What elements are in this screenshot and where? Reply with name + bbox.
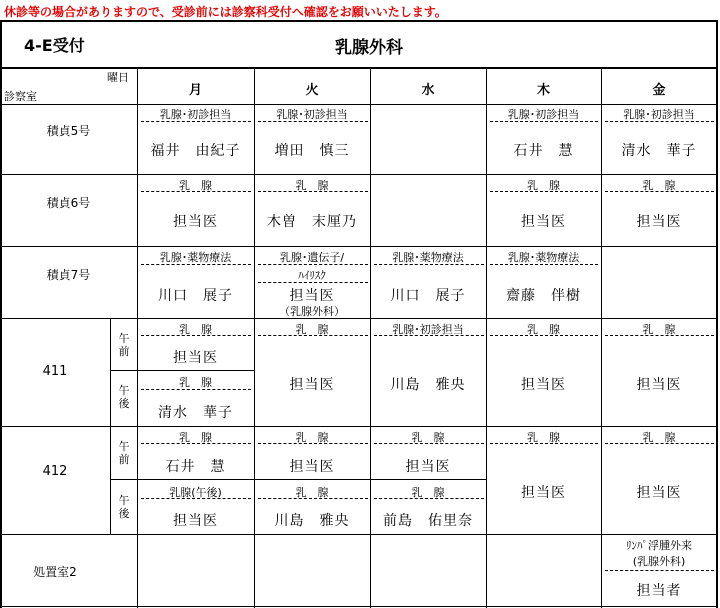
ampm-divider xyxy=(110,318,111,534)
cell-name: 石井 慧 xyxy=(513,143,574,159)
cell-name: 木曽 末厘乃 xyxy=(267,214,357,230)
cell-name: 担当医 xyxy=(289,377,335,393)
cell-sub: 乳 腺 xyxy=(411,431,445,444)
table-border-left xyxy=(0,22,2,608)
cell-name: 川島 雅央 xyxy=(390,377,466,393)
cell-sub: 乳 腺 xyxy=(527,431,560,444)
cell-sub: 乳 腺 xyxy=(295,486,329,499)
ampm-split xyxy=(110,479,486,480)
cell-name: 増田 慎三 xyxy=(274,143,350,159)
cell-name: 担当医 xyxy=(173,513,218,529)
cell-sub: 乳腺･初診担当 xyxy=(623,108,695,121)
am-label: 午 前 xyxy=(118,332,130,358)
cell-name: 担当医 xyxy=(289,288,335,304)
cell-name: 清水 華子 xyxy=(158,405,233,421)
dashed-line xyxy=(605,570,714,571)
cell-sub: 乳 腺 xyxy=(295,179,329,192)
row-divider xyxy=(0,534,718,535)
cell-name: 川口 展子 xyxy=(390,288,466,304)
cell-sub: 乳腺･初診担当 xyxy=(276,108,348,121)
cell-name: 川口 展子 xyxy=(158,288,233,304)
room-name: 積貞6号 xyxy=(46,196,91,210)
cell-name: 担当医 xyxy=(636,377,682,393)
cell-sub: 乳 腺 xyxy=(295,431,329,444)
room-name: 411 xyxy=(42,364,68,379)
cell-sub: 乳 腺 xyxy=(642,323,676,336)
cell-sub: 乳 腺 xyxy=(642,179,676,192)
pm-label: 午 後 xyxy=(118,384,130,410)
table-border-bottom xyxy=(0,606,718,607)
cell-name: 担当医 xyxy=(173,350,218,366)
cell-sub: 乳腺･薬物療法 xyxy=(159,251,232,264)
cell-sub: ﾊｲﾘｽｸ xyxy=(298,269,326,282)
cell-name: 担当医 xyxy=(521,377,566,393)
room-name: 412 xyxy=(42,464,68,479)
cell-sub: 乳 腺 xyxy=(642,431,676,444)
cell-name: 担当医 xyxy=(173,214,218,230)
reception-label: 4-E受付 xyxy=(24,36,85,55)
cell-sub: 乳 腺 xyxy=(411,486,445,499)
schedule-table xyxy=(0,20,718,606)
cell-name: 担当医 xyxy=(521,485,566,501)
cell-sub: 乳 腺 xyxy=(527,323,560,336)
cell-sub: 乳腺(午後) xyxy=(169,486,222,499)
cell-sub: 乳 腺 xyxy=(179,431,212,444)
cell-sub: 乳 腺 xyxy=(179,179,212,192)
day-fri: 金 xyxy=(652,83,666,98)
cell-name: 石井 慧 xyxy=(165,459,226,475)
cell-sub: 乳腺･遺伝子/ xyxy=(279,251,345,264)
cell-name: 福井 由紀子 xyxy=(150,143,241,159)
room-name: 積貞7号 xyxy=(46,268,91,282)
cell-name: 担当者 xyxy=(636,583,682,599)
cell-sub: 乳腺･薬物療法 xyxy=(507,251,580,264)
day-tue: 火 xyxy=(305,83,319,98)
cell-name: 担当医 xyxy=(521,214,566,230)
cell-sub: 乳 腺 xyxy=(179,323,212,336)
cell-name: 担当医 xyxy=(636,485,682,501)
cell-name: 担当医 xyxy=(405,459,451,475)
cell-sub: 乳腺･薬物療法 xyxy=(392,251,464,264)
ampm-split xyxy=(110,370,254,371)
cell-sub: 乳 腺 xyxy=(179,376,212,389)
room-label: 診察室 xyxy=(4,90,37,103)
department-title: 乳腺外科 xyxy=(335,38,403,58)
cell-sub: 乳腺･初診担当 xyxy=(159,108,232,121)
cell-name: 川島 雅央 xyxy=(274,513,350,529)
row-divider xyxy=(0,174,718,175)
pm-label: 午 後 xyxy=(118,494,130,520)
day-mon: 月 xyxy=(188,83,202,98)
cell-name: 齋藤 伴樹 xyxy=(506,288,581,304)
cell-sub: 乳 腺 xyxy=(527,179,560,192)
row-divider xyxy=(0,104,718,105)
cell-sub: ﾘﾝﾊﾟ浮腫外来 xyxy=(626,539,692,552)
room-name: 積貞5号 xyxy=(46,124,91,138)
cell-name: 前島 佑里奈 xyxy=(383,513,473,529)
cell-note: （乳腺外科） xyxy=(279,305,345,318)
row-divider xyxy=(0,246,718,247)
am-label: 午 前 xyxy=(118,440,130,466)
room-name: 処置室2 xyxy=(33,565,77,579)
row-divider xyxy=(0,426,718,427)
cell-name: 担当医 xyxy=(289,459,335,475)
day-wed: 水 xyxy=(421,83,435,98)
cell-sub: 乳腺･初診担当 xyxy=(392,323,464,336)
cell-sub: 乳腺･初診担当 xyxy=(507,108,580,121)
cell-sub: 乳 腺 xyxy=(295,323,329,336)
cell-name: 清水 華子 xyxy=(621,143,697,159)
cell-sub: (乳腺外科) xyxy=(632,555,686,568)
cell-name: 担当医 xyxy=(636,214,682,230)
notice-text: 休診等の場合がありますので、受診前には診察科受付へ確認をお願いいたします。 xyxy=(4,5,447,19)
days-label: 曜日 xyxy=(107,71,129,84)
day-thu: 木 xyxy=(536,83,550,98)
